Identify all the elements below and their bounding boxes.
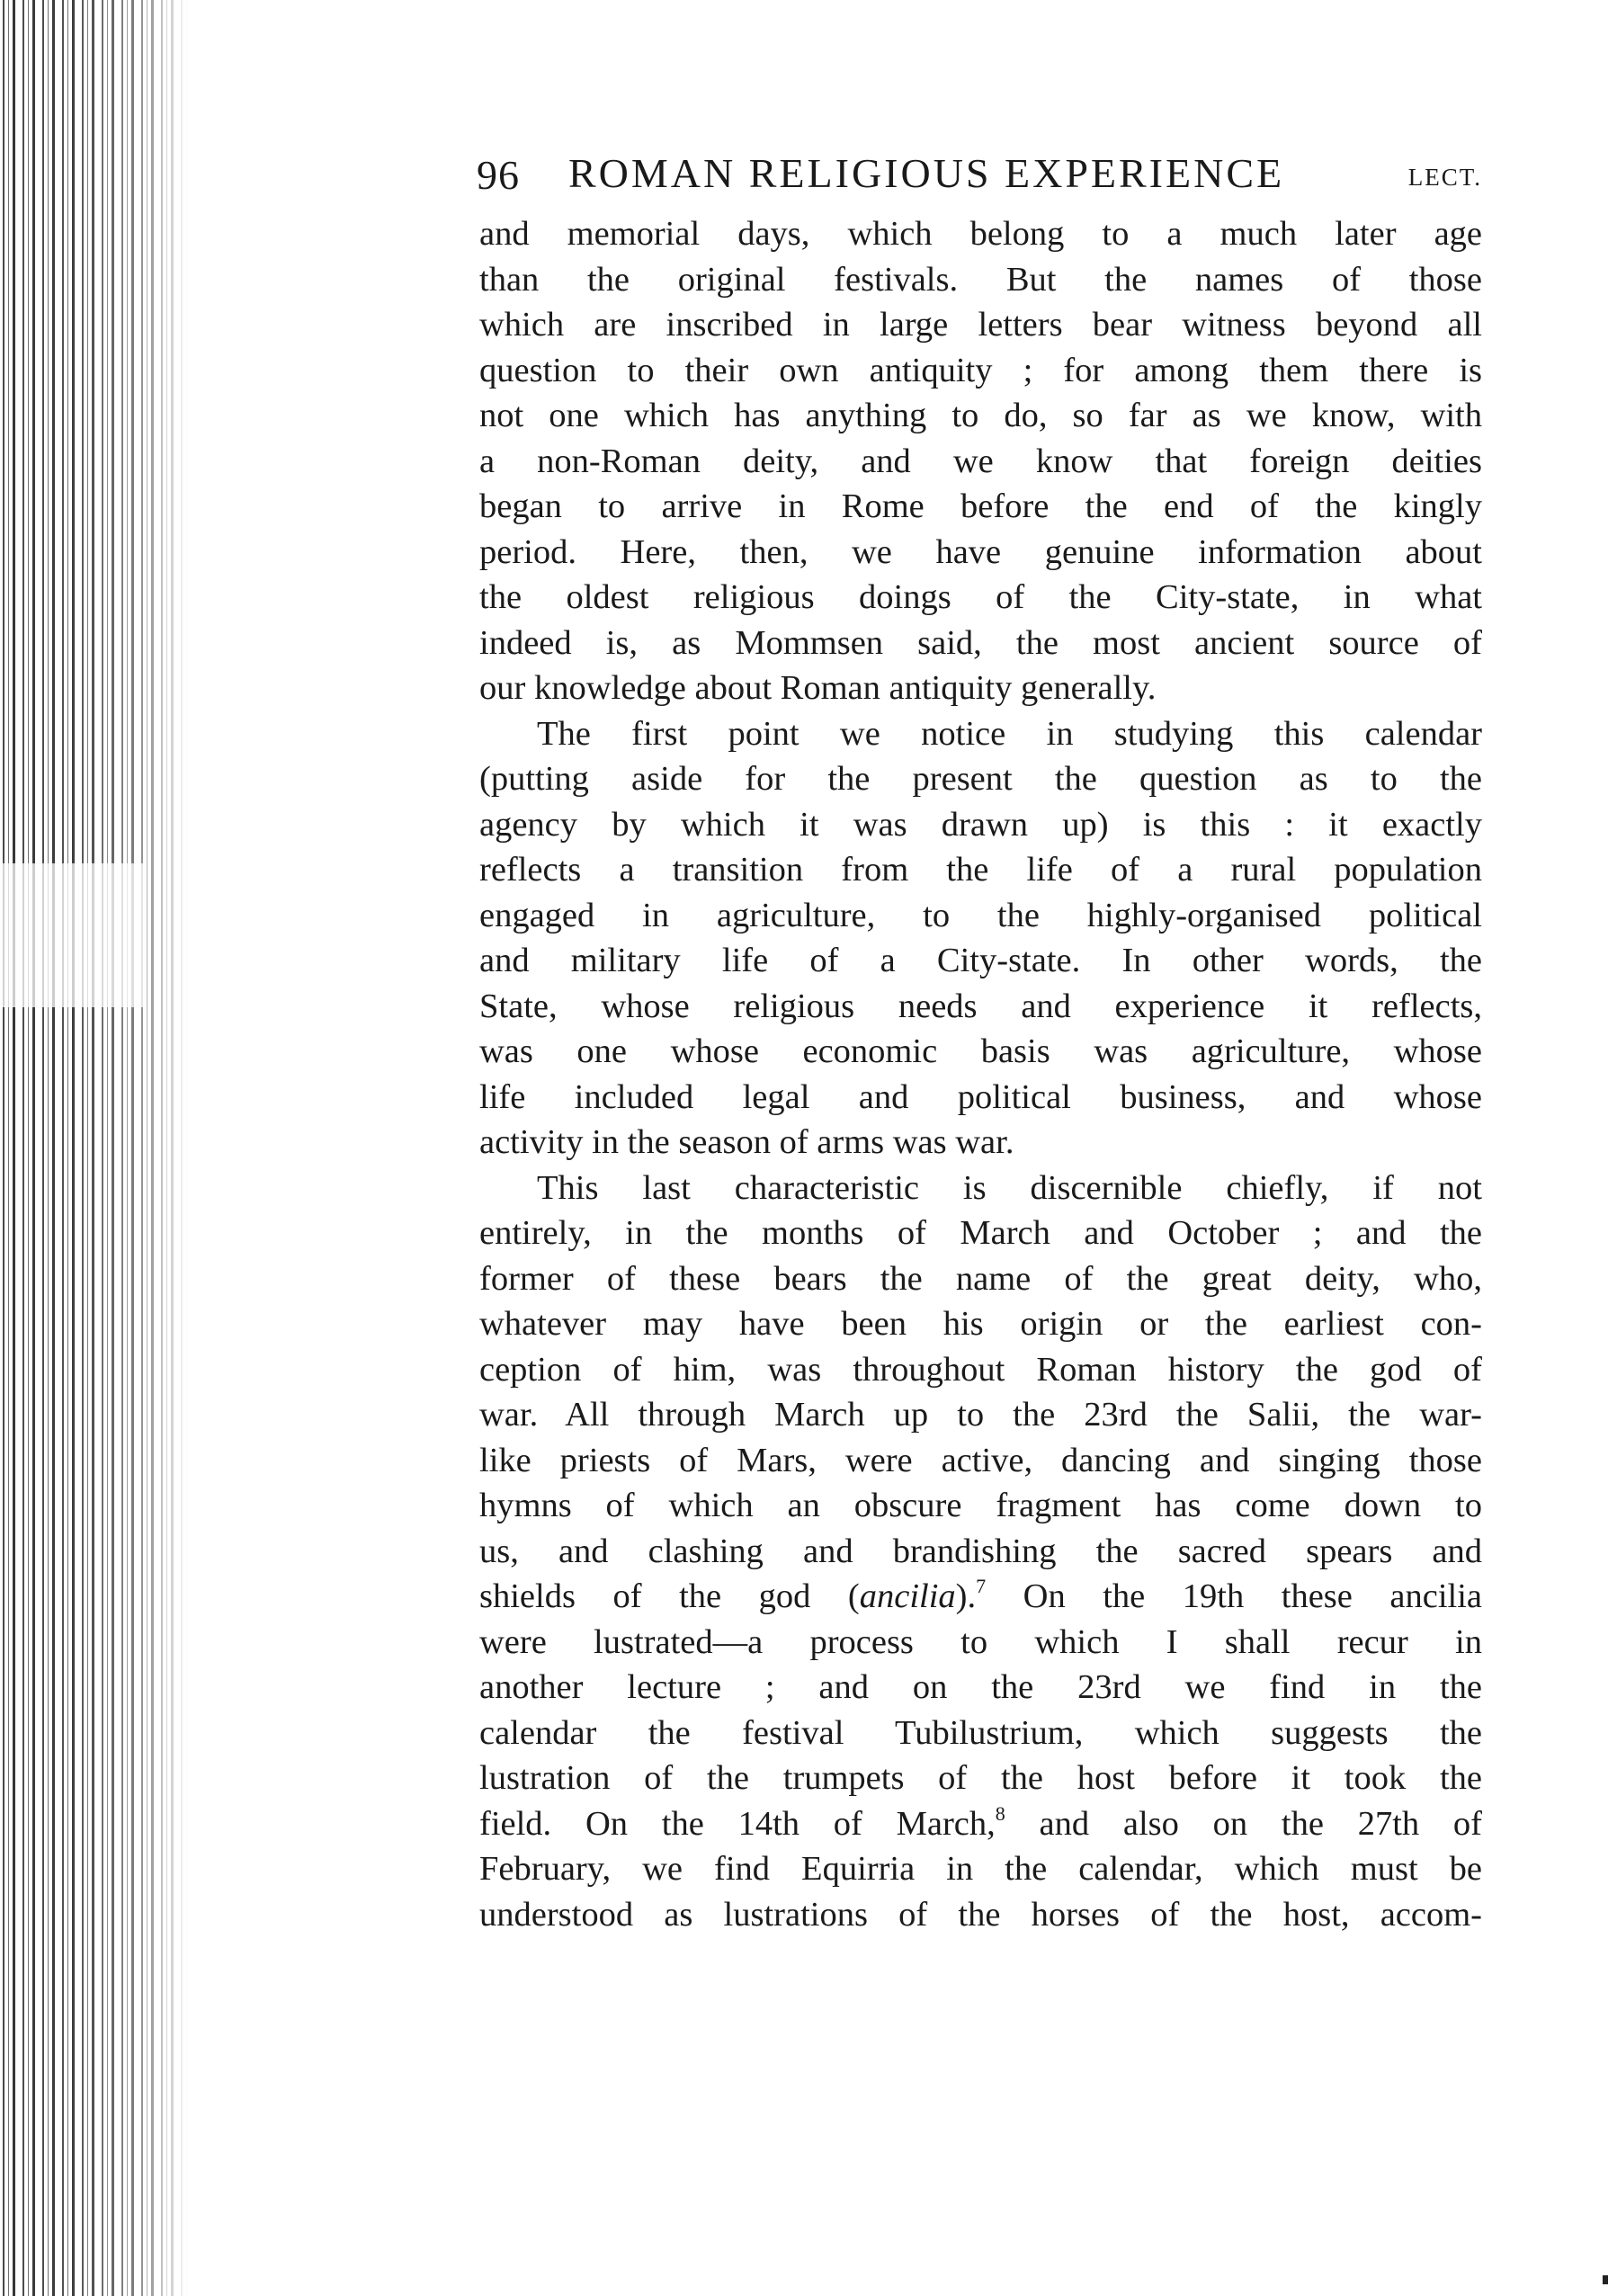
footnote-marker[interactable]: 7 xyxy=(976,1575,987,1597)
text-line: the oldest religious doings of the City-state, in what xyxy=(479,578,1482,616)
text-line: agency by which it was drawn up) is this : it exactly xyxy=(479,805,1482,844)
text-line: State, whose religious needs and experience it reflects, xyxy=(479,987,1482,1025)
text-fragment: field. On the 14th of March, xyxy=(479,1804,996,1843)
text-fragment: ). xyxy=(955,1577,977,1615)
text-line: another lecture ; and on the 23rd we find in the xyxy=(479,1668,1482,1706)
text-line: and military life of a City-state. In other words, the xyxy=(479,942,1482,979)
text-line: began to arrive in Rome before the end of the kingly xyxy=(479,487,1482,525)
text-line: This last characteristic is discernible chiefly, if not xyxy=(537,1168,1482,1207)
text-line: like priests of Mars, were active, dancing and singing those xyxy=(479,1441,1482,1479)
gutter-fade xyxy=(0,863,144,1007)
text-line: life included legal and political business, and whose xyxy=(479,1077,1482,1116)
text-line: reflects a transition from the life of a rural population xyxy=(479,851,1482,889)
running-title: ROMAN RELIGIOUS EXPERIENCE xyxy=(568,150,1285,196)
text-line: calendar the festival Tubilustrium, which suggests the xyxy=(479,1713,1482,1752)
text-line: period. Here, then, we have genuine information about xyxy=(479,532,1482,571)
text-line-march xyxy=(479,1801,1482,1847)
text-line: war. All through March up to the 23rd the Salii, the war- xyxy=(479,1396,1482,1434)
text-line: whatever may have been his origin or the earliest con- xyxy=(479,1305,1482,1343)
text-line: engaged in agriculture, to the highly-organised political xyxy=(479,896,1482,934)
text-fragment: shields of the god ( xyxy=(479,1577,860,1615)
text-line: a non-Roman deity, and we know that foreign deities xyxy=(479,442,1482,480)
text-line: and memorial days, which belong to a much later age xyxy=(479,215,1482,253)
text-line: which are inscribed in large letters bear witness beyond all xyxy=(479,306,1482,344)
text-line: us, and clashing and brandishing the sacred spears and xyxy=(479,1532,1482,1570)
running-header xyxy=(479,144,1482,207)
text-line: February, we find Equirria in the calendar, which must be xyxy=(479,1850,1482,1888)
text-line: indeed is, as Mommsen said, the most ancient source of xyxy=(479,623,1482,662)
text-line: entirely, in the months of March and October ; and the xyxy=(479,1214,1482,1252)
text-line: former of these bears the name of the great deity, who, xyxy=(479,1259,1482,1298)
italic-term: ancilia xyxy=(859,1577,956,1615)
text-fragment: On the 19th these ancilia xyxy=(986,1577,1482,1615)
body-text xyxy=(479,211,1482,1937)
paragraph-2 xyxy=(479,711,1482,1166)
scan-speck xyxy=(1603,2275,1608,2284)
book-page xyxy=(479,144,1482,1937)
text-line: not one which has anything to do, so far as we know, with xyxy=(479,397,1482,434)
text-line: hymns of which an obscure fragment has come down to xyxy=(479,1487,1482,1524)
text-line-ancilia xyxy=(479,1574,1482,1620)
text-line: was one whose economic basis was agriculture, whose xyxy=(479,1032,1482,1070)
text-line: activity in the season of arms was war. xyxy=(479,1123,1014,1161)
book-gutter-scan-edge xyxy=(0,0,189,2296)
text-line: question to their own antiquity ; for among them there is xyxy=(479,351,1482,389)
text-line: ception of him, was throughout Roman history the god of xyxy=(479,1350,1482,1389)
text-fragment: and also on the 27th of xyxy=(1005,1804,1482,1843)
footnote-marker[interactable]: 8 xyxy=(995,1801,1005,1825)
text-line: than the original festivals. But the names of those xyxy=(479,260,1482,299)
page-number: 96 xyxy=(477,152,520,198)
text-line: The first point we notice in studying this calendar xyxy=(537,714,1482,753)
text-line: our knowledge about Roman antiquity generally. xyxy=(479,669,1157,707)
section-abbrev: LECT. xyxy=(1407,164,1482,191)
text-line: (putting aside for the present the question as to the xyxy=(479,760,1482,798)
paragraph-3 xyxy=(479,1166,1482,1938)
text-line: understood as lustrations of the horses of the host, accom- xyxy=(479,1895,1482,1934)
text-line: were lustrated—a process to which I shall recur in xyxy=(479,1622,1482,1661)
paragraph-1 xyxy=(479,211,1482,711)
text-line: lustration of the trumpets of the host before it took the xyxy=(479,1759,1482,1797)
